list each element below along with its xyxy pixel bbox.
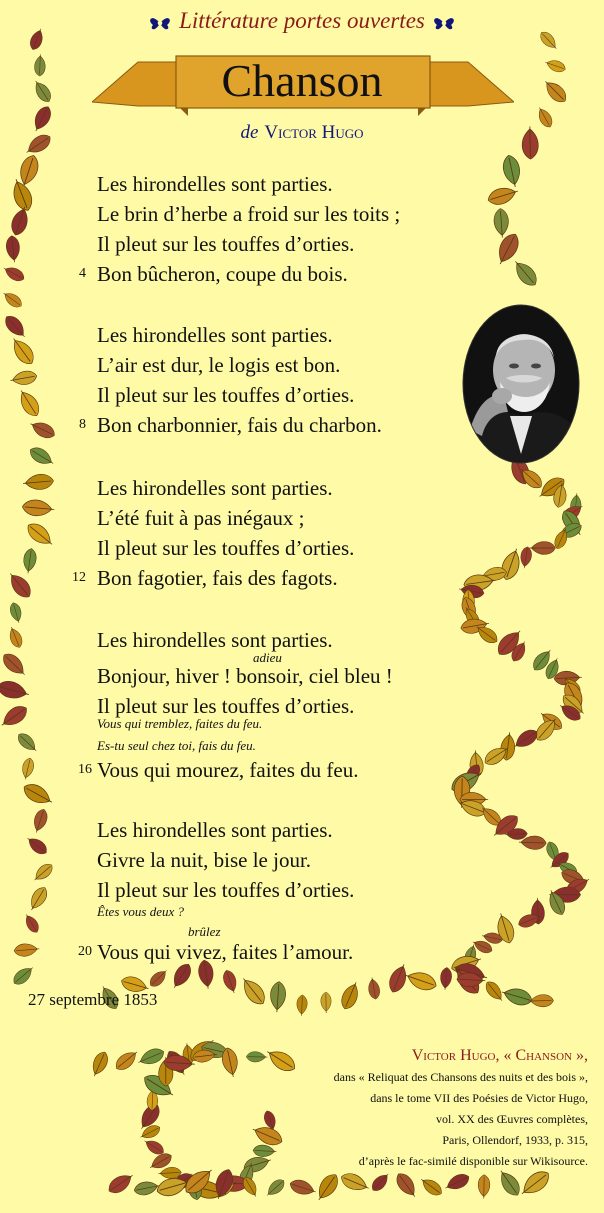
credit-title: Victor Hugo, « Chanson », xyxy=(411,1047,588,1064)
verse-line: Bonjour, hiver ! bonsoir, ciel bleu ! xyxy=(97,664,393,688)
left-ornament-icon xyxy=(147,13,173,33)
source-credit xyxy=(334,1045,588,1172)
poem-date: 27 septembre 1853 xyxy=(28,990,158,1009)
byline-prefix: de xyxy=(240,122,259,143)
poem-title: Chanson xyxy=(221,55,383,106)
byline-author: Victor Hugo xyxy=(264,122,364,143)
verse-line: Il pleut sur les touffes d’orties. xyxy=(97,878,355,902)
author-portrait xyxy=(462,304,580,464)
verse-line: Bon fagotier, fais des fagots. xyxy=(97,566,338,590)
line-number: 8 xyxy=(79,417,86,432)
verse-line: Les hirondelles sont parties. xyxy=(97,323,333,347)
verse-line: Il pleut sur les touffes d’orties. xyxy=(97,694,355,718)
series-header xyxy=(0,8,604,34)
verse-line: Les hirondelles sont parties. xyxy=(97,172,333,196)
annotation-adieu: adieu xyxy=(253,650,282,665)
credit-line: dans le tome VII des Poésies de Victor Hugo, xyxy=(370,1091,588,1105)
right-ornament-icon xyxy=(431,13,457,33)
verse-line: Bon charbonnier, fais du charbon. xyxy=(97,413,382,437)
byline xyxy=(0,122,604,144)
variant-line: Vous qui tremblez, faites du feu. xyxy=(97,716,263,731)
line-number: 20 xyxy=(78,944,92,959)
verse-line: Les hirondelles sont parties. xyxy=(97,818,333,842)
verse-line: Les hirondelles sont parties. xyxy=(97,628,333,652)
verse-line: Givre la nuit, bise le jour. xyxy=(97,848,312,872)
annotation-brulez: brûlez xyxy=(188,924,221,939)
line-number: 16 xyxy=(78,762,92,777)
verse-line: Les hirondelles sont parties. xyxy=(97,476,333,500)
credit-line: dans « Reliquat des Chansons des nuits et des bois », xyxy=(333,1070,588,1084)
verse-line: Vous qui vivez, faites l’amour. xyxy=(97,940,354,964)
variant-line: Êtes vous deux ? xyxy=(97,904,185,919)
line-number: 12 xyxy=(72,570,86,585)
verse-line: Le brin d’herbe a froid sur les toits ; xyxy=(97,202,401,226)
verse-line: Bon bûcheron, coupe du bois. xyxy=(97,262,348,286)
verse-line: Il pleut sur les touffes d’orties. xyxy=(97,536,355,560)
line-number: 4 xyxy=(79,266,86,281)
credit-line: vol. XX des Œuvres complètes, xyxy=(436,1112,588,1126)
verse-line: Vous qui mourez, faites du feu. xyxy=(97,758,359,782)
verse-line: Il pleut sur les touffes d’orties. xyxy=(97,232,355,256)
verse-line: Il pleut sur les touffes d’orties. xyxy=(97,383,355,407)
series-title: Littérature portes ouvertes xyxy=(179,8,425,33)
verse-line: L’air est dur, le logis est bon. xyxy=(97,353,341,377)
credit-line: Paris, Ollendorf, 1933, p. 315, xyxy=(442,1133,588,1147)
credit-line: d’après le fac-similé disponible sur Wikisource. xyxy=(358,1154,588,1168)
variant-line: Es-tu seul chez toi, fais du feu. xyxy=(97,738,256,753)
verse-line: L’été fuit à pas inégaux ; xyxy=(97,506,305,530)
